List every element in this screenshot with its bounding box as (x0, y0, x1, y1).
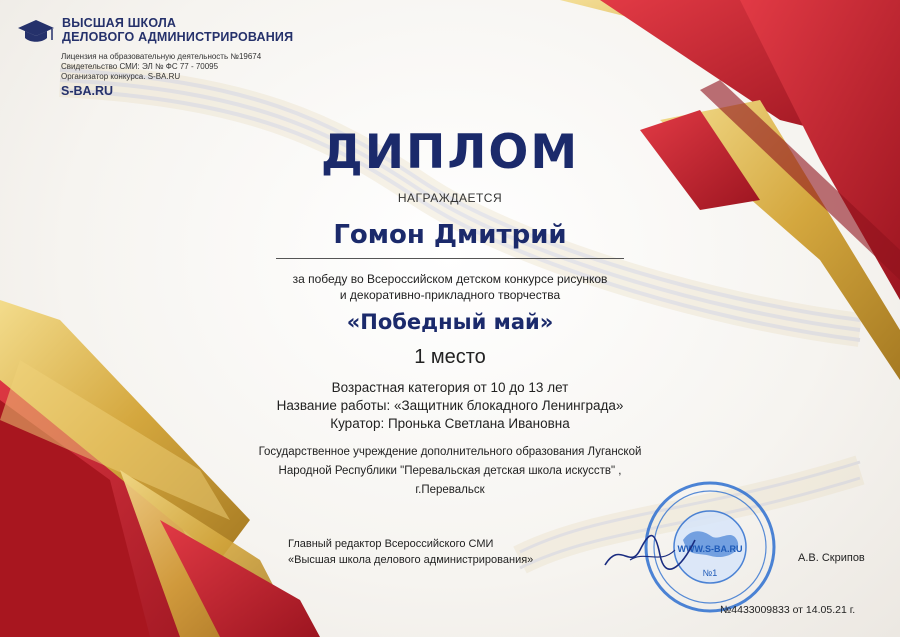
org-name-line1: ВЫСШАЯ ШКОЛА (62, 16, 177, 30)
stamp-site-text: WWW.S-BA.RU (677, 544, 743, 554)
name-divider (276, 258, 624, 259)
handwritten-signature (600, 520, 710, 580)
org-header (16, 16, 316, 98)
graduation-cap-icon (16, 16, 56, 48)
diploma-title: ДИПЛОМ (320, 125, 580, 180)
awarded-label: НАГРАЖДАЕТСЯ (397, 191, 503, 205)
curator: Куратор: Пронька Светлана Ивановна (330, 416, 570, 431)
institution-line3: г.Перевальск (415, 484, 485, 496)
participant-details (0, 379, 900, 433)
editor-line1: Главный редактор Всероссийского СМИ (288, 538, 494, 550)
reason-line2: и декоративно-прикладного творчества (339, 288, 561, 302)
site-link[interactable]: S-BA.RU (61, 84, 114, 98)
license-text: Лицензия на образовательную деятельность №19674 (61, 52, 262, 61)
institution-line2: Народной Республики "Перевальская детская школа искусств" , (278, 465, 622, 477)
editor-line2: «Высшая школа делового администрирования» (288, 554, 534, 566)
place-result: 1 место (414, 346, 486, 368)
org-name-line2: ДЕЛОВОГО АДМИНИСТРИРОВАНИЯ (62, 30, 294, 44)
work-title: Название работы: «Защитник блокадного Ленинграда» (276, 398, 624, 413)
institution-line1: Государственное учреждение дополнительного образования Луганской (258, 446, 642, 458)
recipient-name: Гомон Дмитрий (333, 220, 567, 250)
contest-name: «Победный май» (346, 310, 554, 334)
reason-line1: за победу во Всероссийском детском конкурсе рисунков (292, 272, 608, 286)
age-category: Возрастная категория от 10 до 13 лет (331, 380, 569, 395)
stamp-number-text: №1 (702, 568, 718, 578)
award-reason (0, 271, 900, 303)
document-number: №4433009833 от 14.05.21 г. (720, 604, 856, 616)
organizer-text: Организатор конкурса. S-BA.RU (61, 72, 181, 81)
media-cert-text: Свидетельство СМИ: ЭЛ № ФС 77 - 70095 (61, 62, 219, 71)
signer-name: А.В. Скрипов (798, 552, 865, 564)
editor-signature-block (288, 536, 533, 568)
